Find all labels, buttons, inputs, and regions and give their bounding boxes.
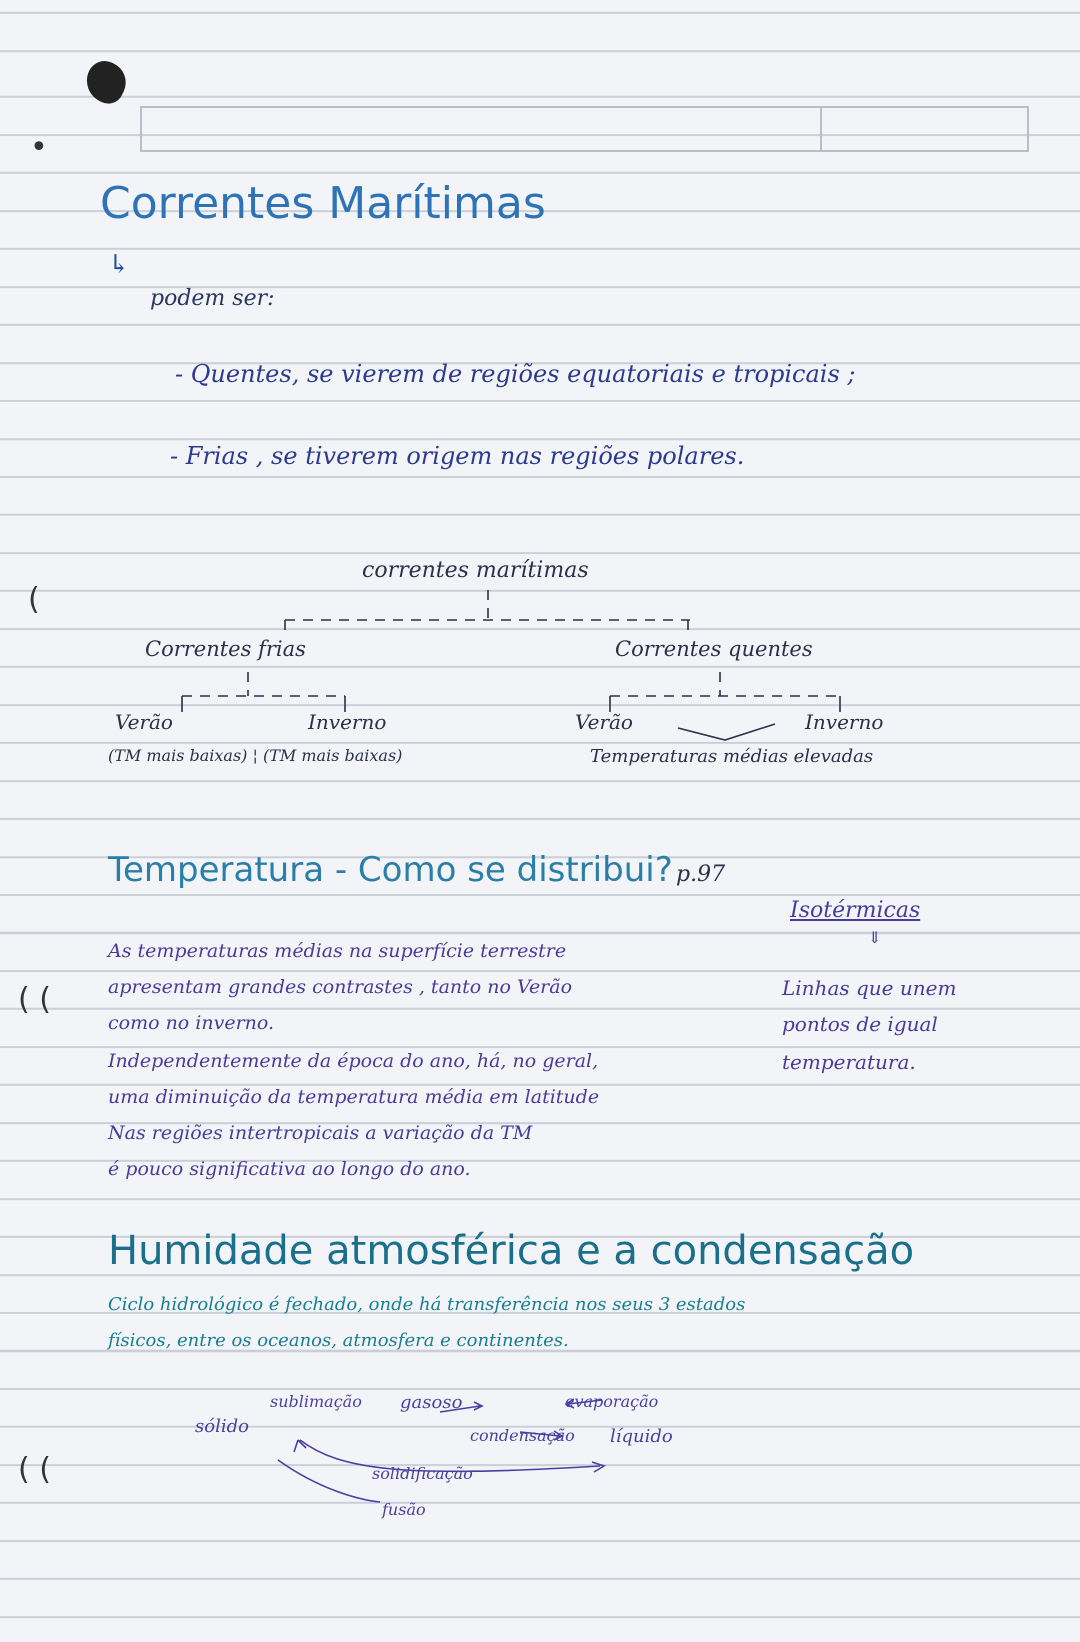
temp-line-3: como no inverno. (108, 1012, 275, 1034)
bullet-cold: - Frias , se tiverem origem nas regiões polares. (170, 442, 745, 470)
temp-line-4: Independentemente da época do ano, há, no geral, (108, 1050, 599, 1072)
temp-line-7: é pouco significativa ao longo do ano. (108, 1158, 471, 1180)
page-title: Correntes Marítimas (100, 178, 546, 229)
cycle-fusao: fusão (382, 1500, 426, 1519)
cycle-liquido: líquido (610, 1426, 673, 1447)
cold-winter: Inverno (308, 710, 387, 734)
cycle-gasoso: gasoso (400, 1392, 463, 1413)
warm-note: Temperaturas médias elevadas (590, 746, 874, 767)
warm-winter: Inverno (805, 710, 884, 734)
bullet-warm: - Quentes, se vierem de regiões equatoriais e tropicais ; (175, 360, 856, 388)
temp-line-2: apresentam grandes contrastes , tanto no Verão (108, 976, 573, 998)
tree-root: correntes marítimas (362, 558, 589, 583)
section-humidade-title: Humidade atmosférica e a condensação (108, 1228, 915, 1274)
temp-line-5: uma diminuição da temperatura média em latitude (108, 1086, 600, 1108)
down-arrow-icon: ⇓ (868, 928, 882, 947)
cycle-evaporacao: evaporação (565, 1392, 659, 1411)
intro-text: podem ser: (150, 286, 275, 311)
humidade-line-2: físicos, entre os oceanos, atmosfera e continentes. (108, 1330, 569, 1351)
cycle-sublimacao: sublimação (270, 1392, 362, 1411)
isotermicas-line-1: Linhas que unem (782, 976, 957, 1000)
arrow-icon: ↳ (108, 250, 130, 280)
cold-summer: Verão (115, 710, 173, 734)
tree-cold-label: Correntes frias (145, 637, 306, 661)
tree-warm-label: Correntes quentes (615, 637, 813, 661)
isotermicas-line-3: temperatura. (782, 1050, 916, 1074)
temp-line-1: As temperaturas médias na superfície terrestre (108, 940, 567, 962)
temp-line-6: Nas regiões intertropicais a variação da TM (108, 1122, 533, 1144)
warm-summer: Verão (575, 710, 633, 734)
notebook-page: • ( ( ( ( ( Correntes Marítimas ↳ podem ser: - Quentes, se vierem de regiões equatoriais e tropicais ; - Frias , se tiverem origem nas regiões polares. correntes marítimas Correntes frias Correntes quentes Verão Inverno (TM mais baixas) ¦ (TM mais baixas) Verão Inverno Temperaturas médias elevadas Temperatura - Como se distribui? p.97 Isotérmicas ⇓ Linhas que unem pontos de igual temperatura. As temperaturas médias na superfície terrestre apresentam grandes contrastes , tanto no Verão como no inverno. Independentemente da época do ano, há, no geral, uma diminuição da temperatura média em latitude Nas regiões intertropicais a variação da TM é pouco significativa ao longo do ano. Humidade atmosférica e a condensação Ciclo hidrológico é fechado, onde há transferência nos seus 3 estados físicos, entre os oceanos, atmosfera e continentes. sublimação gasoso evaporação sólido condensação líquido solidificação fusão (0, 0, 1080, 1642)
cycle-solido: sólido (195, 1416, 249, 1437)
isotermicas-line-2: pontos de igual (782, 1012, 938, 1036)
cycle-condensacao: condensação (470, 1426, 575, 1445)
isotermicas-title: Isotérmicas (790, 898, 921, 923)
humidade-line-1: Ciclo hidrológico é fechado, onde há transferência nos seus 3 estados (108, 1294, 746, 1315)
section-temperatura-title: Temperatura - Como se distribui? (108, 850, 673, 890)
cycle-solidificacao: solidificação (372, 1464, 473, 1483)
cold-note: (TM mais baixas) ¦ (TM mais baixas) (108, 746, 403, 765)
page-reference: p.97 (676, 862, 726, 887)
